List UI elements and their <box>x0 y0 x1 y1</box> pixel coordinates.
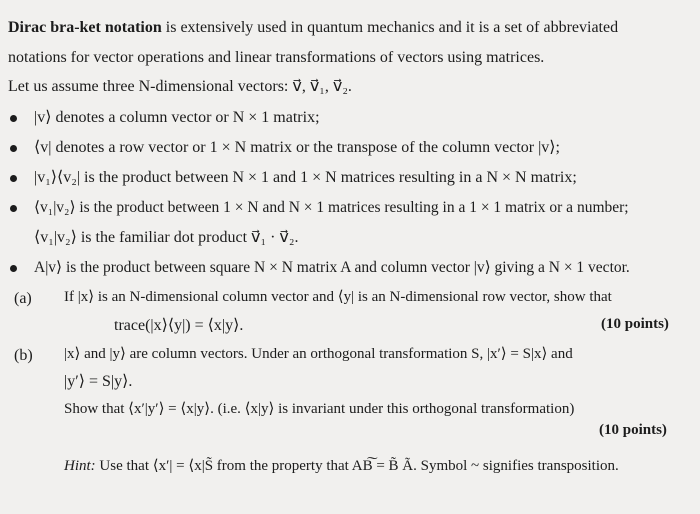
part-b-line-3: Show that ⟨x′|y′⟩ = ⟨x|y⟩. (i.e. ⟨x|y⟩ is invariant under this orthogonal transformation) <box>64 401 575 417</box>
bullet-dot-1 <box>10 115 17 122</box>
bullet-item-5: A|v⟩ is the product between square N × N matrix A and column vector |v⟩ giving a N × 1 vector. <box>34 259 630 276</box>
part-a-formula: trace(|x⟩⟨y|) = ⟨x|y⟩. <box>114 317 244 334</box>
bullet-dot-4 <box>10 205 17 212</box>
bullet-dot-5 <box>10 265 17 272</box>
part-a-line-1: If |x⟩ is an N-dimensional column vector and ⟨y| is an N-dimensional row vector, show that <box>64 289 612 305</box>
intro-line-3: Let us assume three N-dimensional vectors: v⃗, v⃗₁, v⃗₂. <box>8 78 352 95</box>
bullet-dot-2 <box>10 145 17 152</box>
part-b-points: (10 points) <box>599 422 667 438</box>
hint-text: Use that ⟨x′| = ⟨x|S̃ from the property that AB͠ = B̃ Ã. Symbol ~ signifies transposition. <box>95 458 619 474</box>
bullet-item-3: |v₁⟩⟨v₂| is the product between N × 1 and 1 × N matrices resulting in a N × N matrix; <box>34 169 577 186</box>
intro-title-rest: is extensively used in quantum mechanics and it is a set of abbreviated <box>161 19 619 36</box>
part-a-label: (a) <box>14 290 32 307</box>
part-b-label: (b) <box>14 347 33 364</box>
part-b-line-2: |y′⟩ = S|y⟩. <box>64 373 133 390</box>
bullet-dot-3 <box>10 175 17 182</box>
part-a-points: (10 points) <box>601 316 669 332</box>
bullet-item-1: |v⟩ denotes a column vector or N × 1 matrix; <box>34 109 320 126</box>
intro-line-1 <box>8 18 618 38</box>
bullet-item-4: ⟨v₁|v₂⟩ is the product between 1 × N and N × 1 matrices resulting in a 1 × 1 matrix or a number; <box>34 199 629 216</box>
part-b-line-1: |x⟩ and |y⟩ are column vectors. Under an orthogonal transformation S, |x′⟩ = S|x⟩ and <box>64 346 573 362</box>
intro-title-bold: Dirac bra-ket notation <box>8 19 162 36</box>
bullet-item-4-continuation: ⟨v₁|v₂⟩ is the familiar dot product v⃗₁ · v⃗₂. <box>34 229 299 246</box>
bullet-item-2: ⟨v| denotes a row vector or 1 × N matrix or the transpose of the column vector |v⟩; <box>34 139 560 156</box>
hint-label: Hint: <box>64 458 96 474</box>
intro-line-2: notations for vector operations and linear transformations of vectors using matrices. <box>8 49 545 66</box>
hint-line <box>64 456 619 476</box>
